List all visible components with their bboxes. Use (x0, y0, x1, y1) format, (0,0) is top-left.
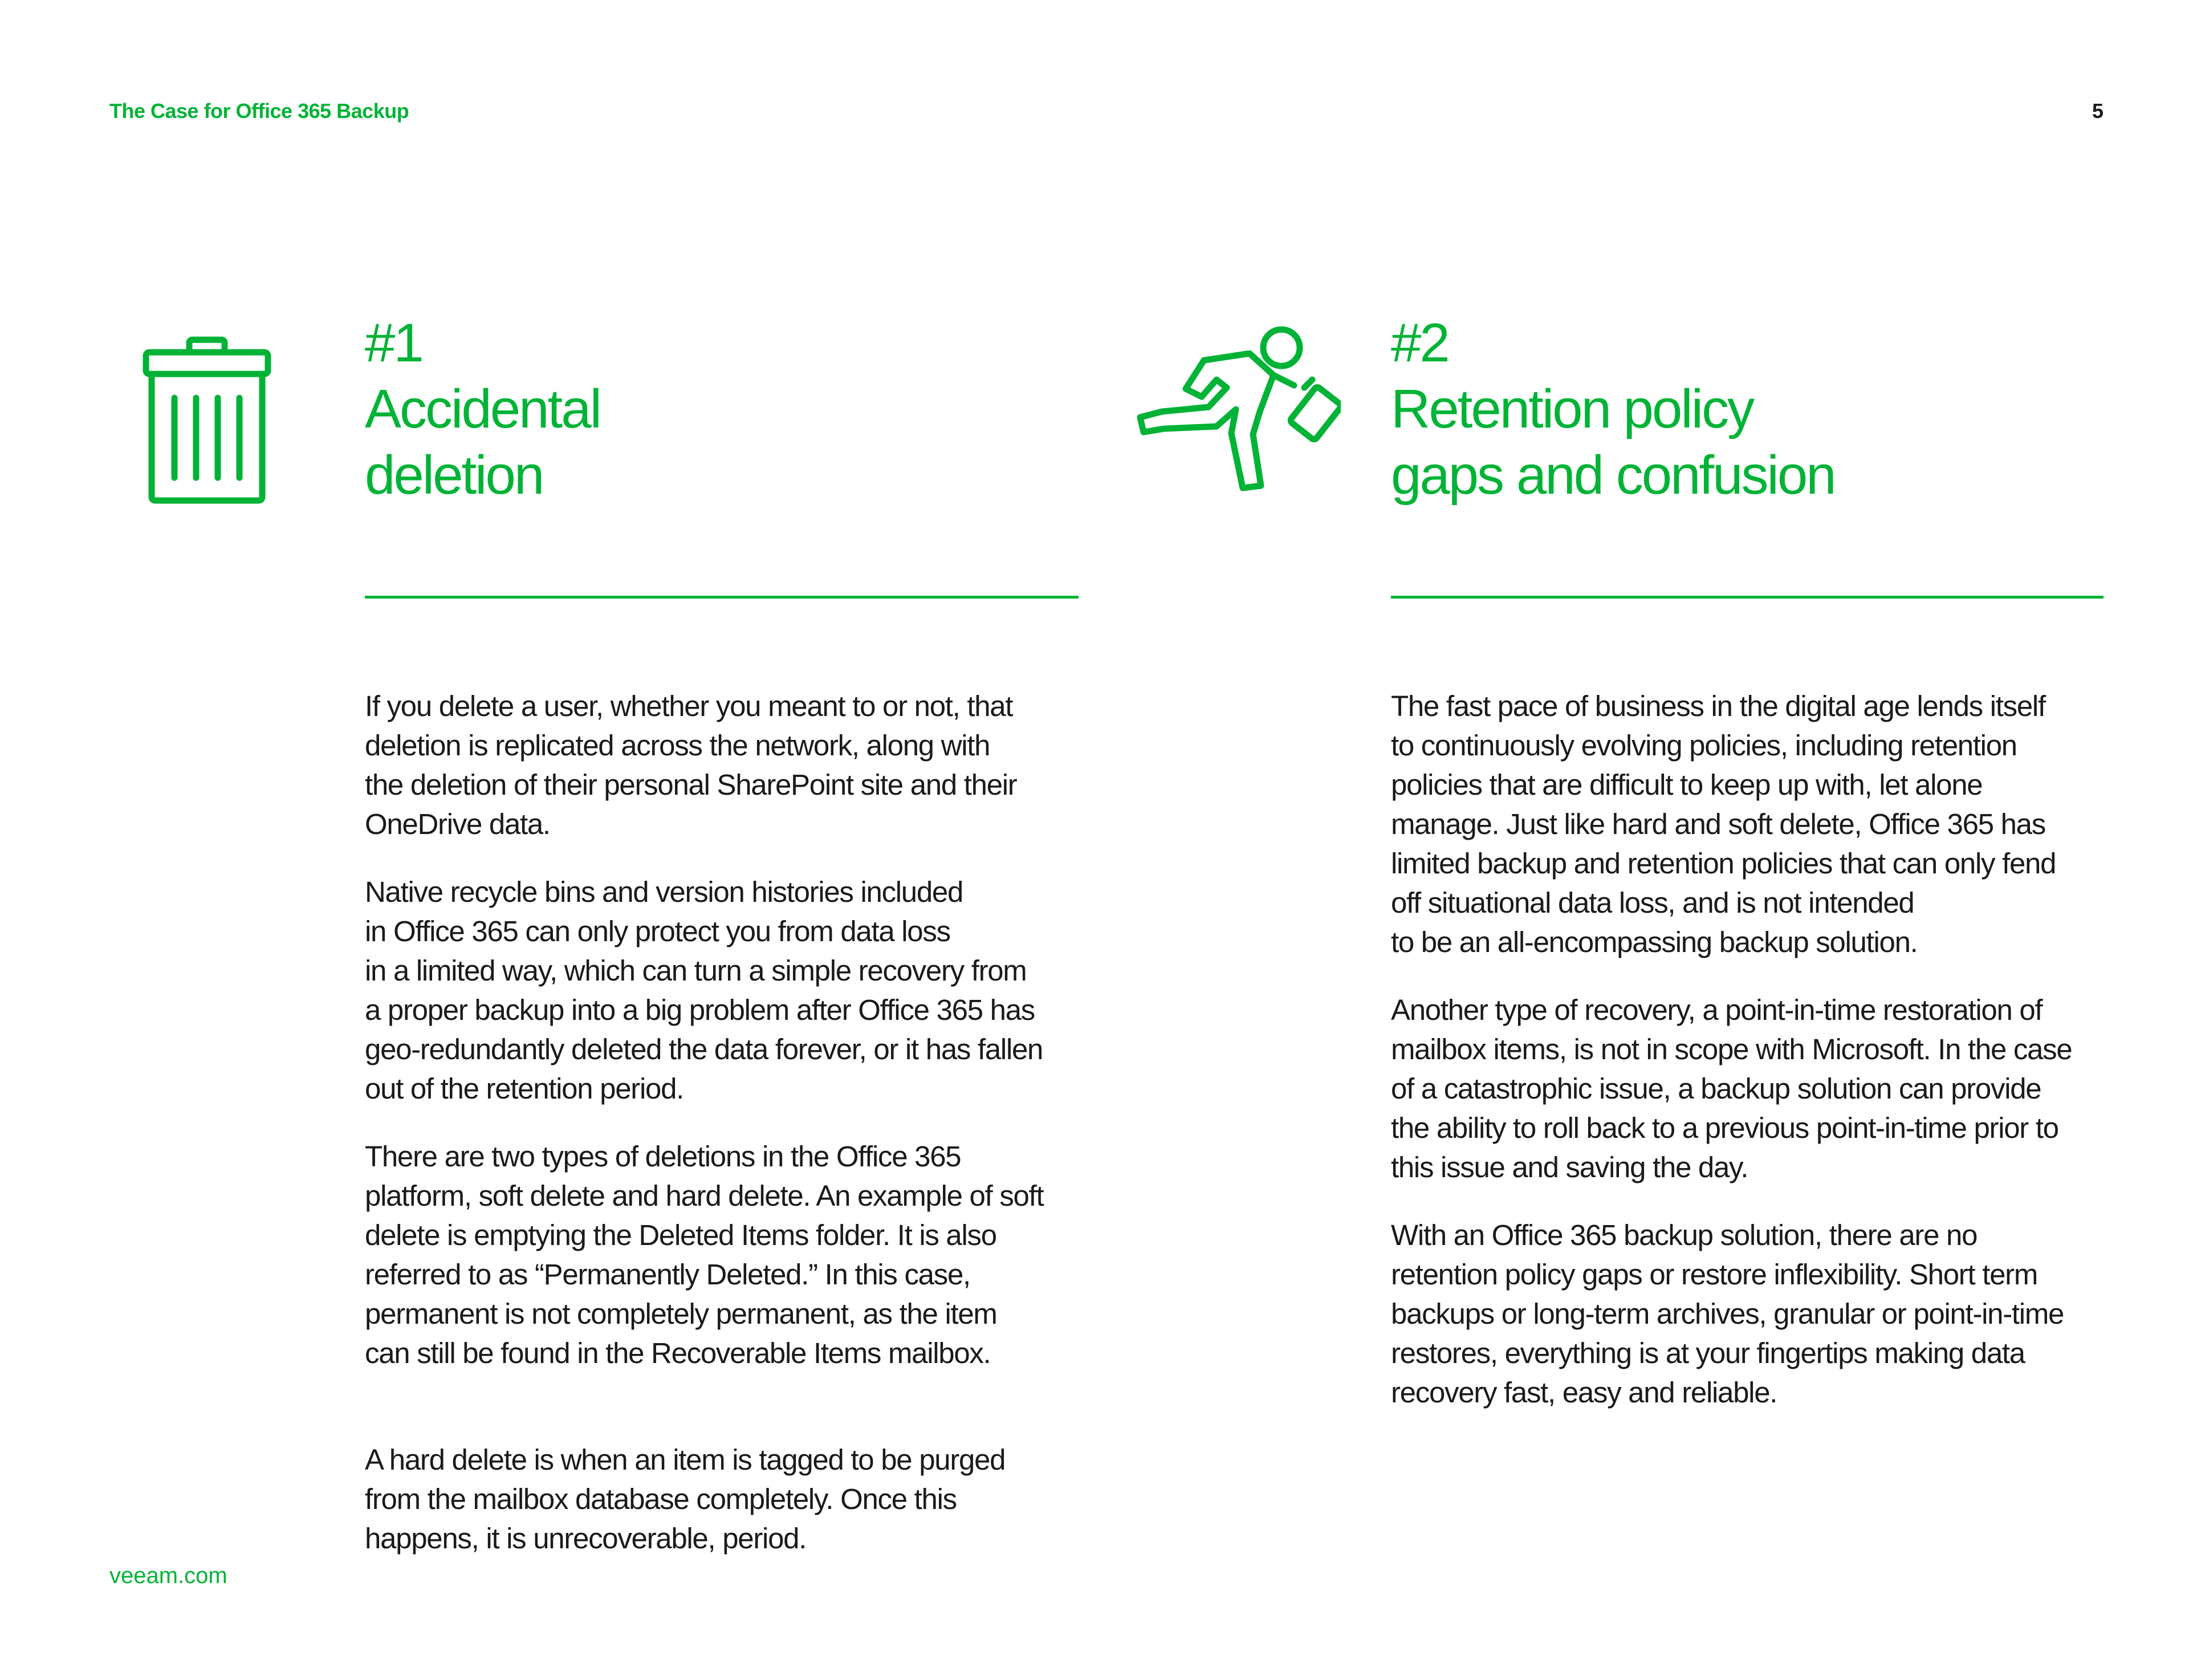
trash-bin-icon (141, 335, 272, 506)
section-2-body (1391, 686, 2115, 1441)
section-1-paragraph-1: If you delete a user, whether you meant to or not, that deletion is replicated across the network, along with the deletion of their personal SharePoint site and their OneDrive data. (365, 690, 1017, 840)
section-2-divider (1391, 596, 2103, 599)
section-2-heading (1391, 310, 1835, 509)
section-1-number: #1 (365, 312, 422, 373)
section-1-paragraph-3: There are two types of deletions in the Office 365 platform, soft delete and hard delete. An example of soft delete is emptying the Deleted Items folder. It is also referred to as “Permanently Deleted.” In this case, permanent is not completely permanent, as the item can still be found in the Recoverable Items mailbox. (365, 1140, 1044, 1369)
section-1-title-line2: deletion (365, 445, 543, 506)
section-1-divider (365, 596, 1079, 599)
section-2-title-line2: gaps and confusion (1391, 445, 1835, 506)
section-1-title-line1: Accidental (365, 379, 600, 440)
section-1-paragraph-2: Native recycle bins and version histories included in Office 365 can only protect you from data loss in a limited way, which can turn a simple recovery from a proper backup into a big problem after Office 365 has geo-redundantly deleted the data forever, or it has fallen out of the retention period. (365, 876, 1043, 1105)
section-2-title-line1: Retention policy (1391, 379, 1753, 440)
section-1-heading (365, 310, 600, 509)
section-2-paragraph-2: Another type of recovery, a point-in-time restoration of mailbox items, is not in scope with Microsoft. In the case of a catastrophic issue, a backup solution can provide the ability to roll back to a previous point-in-time prior to this issue and saving the day. (1391, 994, 2072, 1183)
section-2-paragraph-3: With an Office 365 backup solution, there are no retention policy gaps or restore inflexibility. Short term backups or long-term archives, granular or point-in-time restores, everything is at your fingertips making data recovery fast, easy and reliable. (1391, 1219, 2064, 1409)
running-header-title: The Case for Office 365 Backup (109, 99, 409, 123)
page-number: 5 (2092, 99, 2103, 123)
section-1-paragraph-4: A hard delete is when an item is tagged to be purged from the mailbox database completely. Once this happens, it is unrecoverable, period. (365, 1443, 1006, 1555)
section-2-paragraph-1: The fast pace of business in the digital age lends itself to continuously evolving policies, including retention policies that are difficult to keep up with, let alone manage. Just like hard and soft delete, Office 365 has limited backup and retention policies that can only fend off situational data loss, and is not intended to be an all-encompassing backup solution. (1391, 690, 2056, 958)
footer-site-link[interactable]: veeam.com (109, 1563, 227, 1588)
running-person-briefcase-icon (1136, 326, 1341, 497)
section-1-body (365, 686, 1089, 1587)
section-2-number: #2 (1391, 312, 1449, 373)
